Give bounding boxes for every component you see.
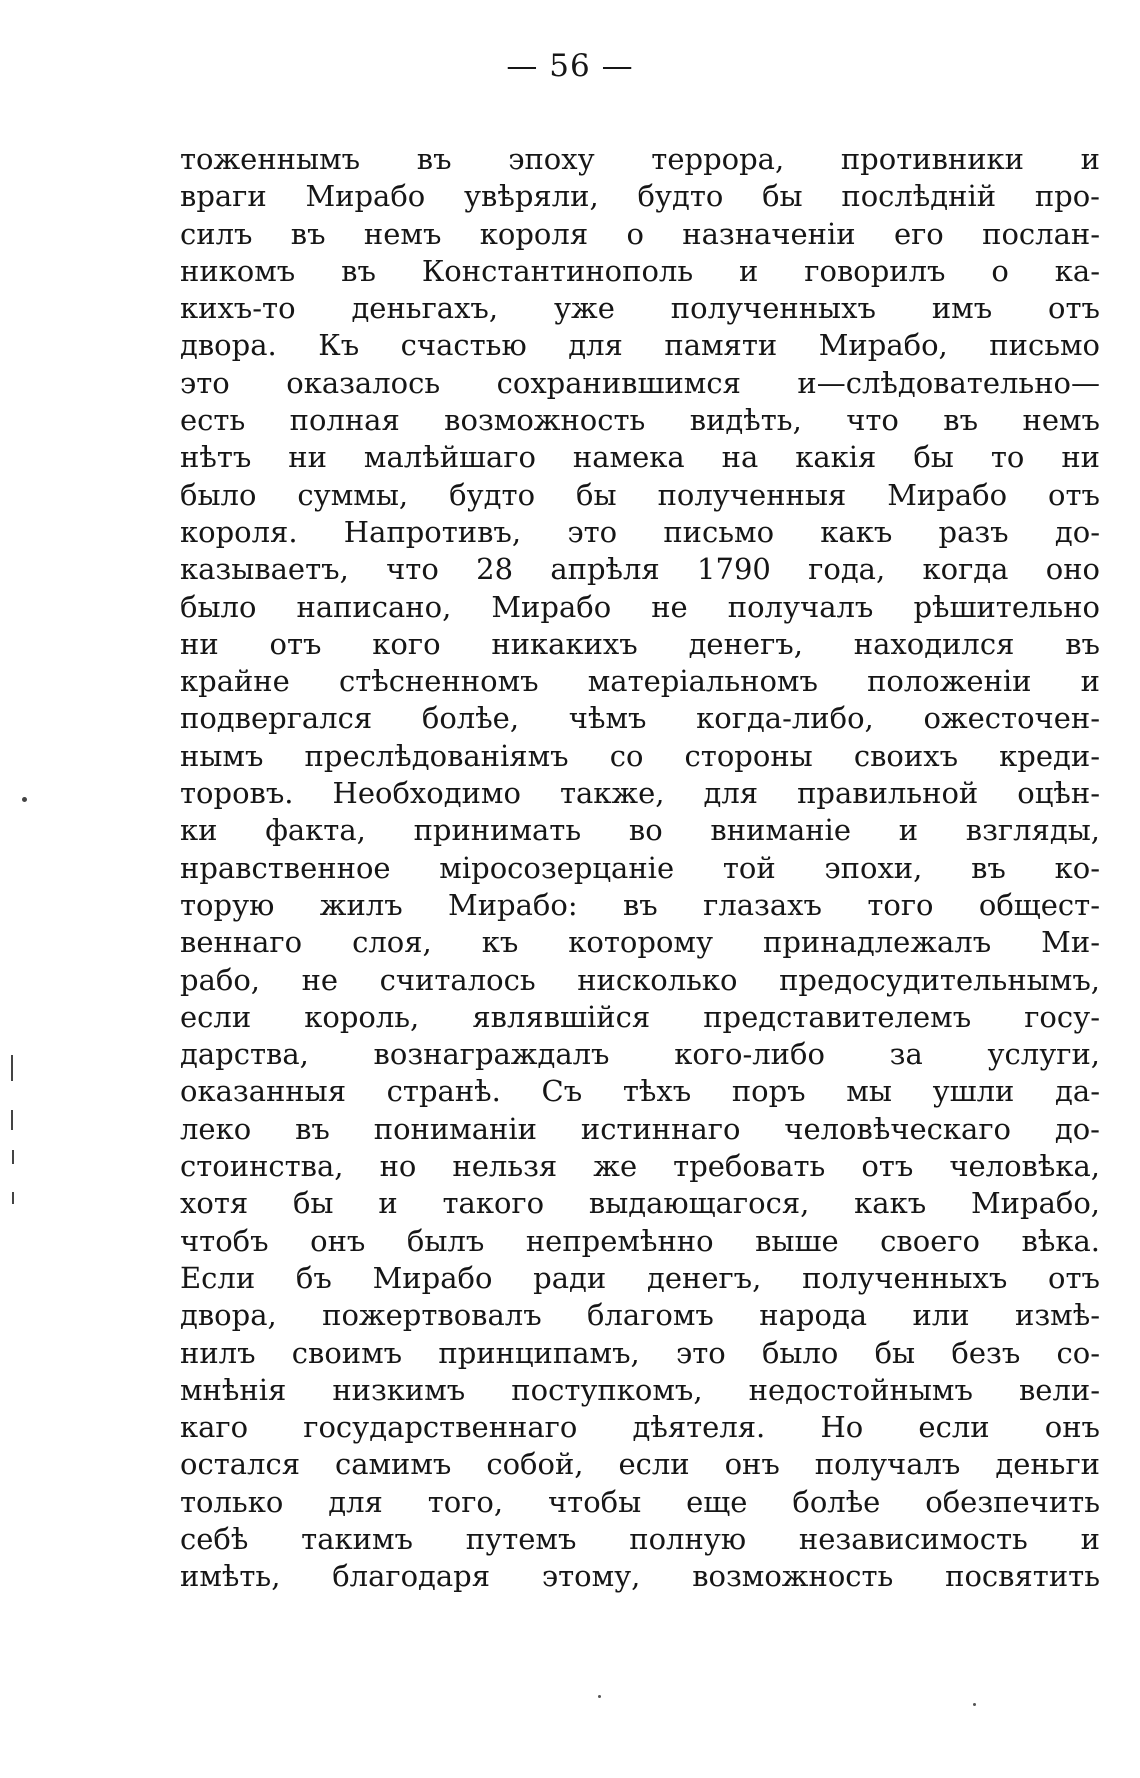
text-line: было суммы, будто бы полученныя Мирабо отъ [180,477,1100,512]
text-line: ки факта, принимать во вниманіе и взгляды, [180,813,1100,848]
text-line: только для того, чтобы еще болѣе обезпечить [180,1484,1100,1519]
text-line: нравственное міросозерцаніе той эпохи, въ ко- [180,850,1100,885]
text-line: хотя бы и такого выдающагося, какъ Мирабо, [180,1186,1100,1221]
text-line: враги Мирабо увѣряли, будто бы послѣдній про- [180,179,1100,214]
text-line: силъ въ немъ короля о назначеніи его послан- [180,216,1100,251]
text-line: мнѣнія низкимъ поступкомъ, недостойнымъ вели- [180,1372,1100,1407]
text-line: оказанныя странѣ. Съ тѣхъ поръ мы ушли да- [180,1074,1100,1109]
text-line: леко въ пониманіи истиннаго человѣческаго до- [180,1111,1100,1146]
page-number: — 56 — [506,48,634,84]
text-line: Если бъ Мирабо ради денегъ, полученныхъ отъ [180,1260,1100,1295]
text-line: кихъ-то деньгахъ, уже полученныхъ имъ отъ [180,291,1100,326]
margin-line-mark [12,1192,14,1204]
text-line: нымъ преслѣдованіямъ со стороны своихъ креди- [180,738,1100,773]
text-line: было написано, Мирабо не получалъ рѣшительно [180,589,1100,624]
text-line: двора, пожертвовалъ благомъ народа или измѣ- [180,1298,1100,1333]
text-line: рабо, не считалось нисколько предосудительнымъ, [180,962,1100,997]
text-line: себѣ такимъ путемъ полную независимость и [180,1521,1100,1556]
text-line: короля. Напротивъ, это письмо какъ разъ до- [180,514,1100,549]
text-line: есть полная возможность видѣть, что въ немъ [180,403,1100,438]
text-line: торовъ. Необходимо также, для правильной оцѣн- [180,776,1100,811]
margin-line-mark [11,1055,13,1081]
text-line: каго государственнаго дѣятеля. Но если онъ [180,1410,1100,1445]
text-line: имѣть, благодаря этому, возможность посвятить [180,1559,1100,1594]
text-line: никомъ въ Константинополь и говорилъ о ка- [180,253,1100,288]
text-line: торую жилъ Мирабо: въ глазахъ того общест- [180,887,1100,922]
text-line: это оказалось сохранившимся и—слѣдовательно— [180,365,1100,400]
text-line: двора. Къ счастью для памяти Мирабо, письмо [180,328,1100,363]
body-text [180,141,1100,1596]
text-line: дарства, вознаграждалъ кого-либо за услуги, [180,1037,1100,1072]
margin-line-mark [11,1110,13,1130]
margin-line-mark [12,1150,14,1164]
text-line: остался самимъ собой, если онъ получалъ деньги [180,1447,1100,1482]
text-line: веннаго слоя, къ которому принадлежалъ Ми- [180,925,1100,960]
text-line: нилъ своимъ принципамъ, это было бы безъ со- [180,1335,1100,1370]
text-line: крайне стѣсненномъ матеріальномъ положеніи и [180,664,1100,699]
page-speck [973,1703,976,1706]
text-line: казываетъ, что 28 апрѣля 1790 года, когда оно [180,552,1100,587]
text-line: если король, являвшійся представителемъ госу- [180,999,1100,1034]
margin-speck [22,797,27,802]
text-line: стоинства, но нельзя же требовать отъ человѣка, [180,1149,1100,1184]
text-line: чтобъ онъ былъ непремѣнно выше своего вѣка. [180,1223,1100,1258]
text-line: тоженнымъ въ эпоху террора, противники и [180,142,1100,176]
text-line: ни отъ кого никакихъ денегъ, находился въ [180,626,1100,661]
page-speck [598,1695,601,1698]
text-line: подвергался болѣе, чѣмъ когда-либо, ожесточен- [180,701,1100,736]
text-line: нѣтъ ни малѣйшаго намека на какія бы то ни [180,440,1100,475]
